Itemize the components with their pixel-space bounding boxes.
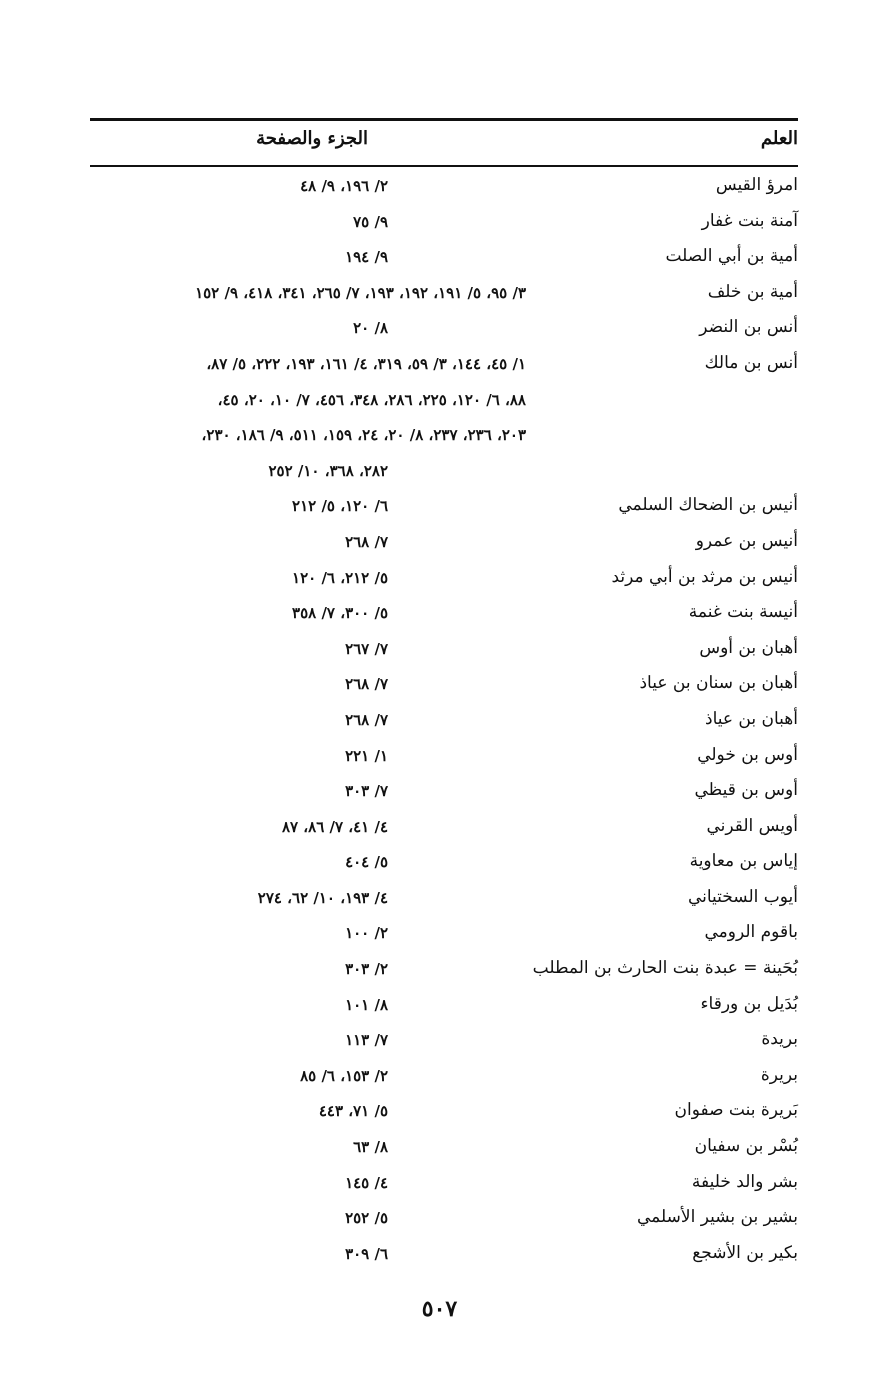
entry-name: امرؤ القيس bbox=[715, 175, 798, 195]
table-row bbox=[90, 846, 798, 882]
entry-name: أيوب السختياني bbox=[687, 886, 798, 907]
entry-name: بشير بن بشير الأسلمي bbox=[637, 1207, 798, 1228]
entry-pages: ٦/ ١٢٠، ٥/ ٢١٢ bbox=[292, 497, 388, 516]
table-row bbox=[90, 277, 798, 313]
entry-pages: ٥/ ٣٠٠، ٧/ ٣٥٨ bbox=[292, 604, 388, 623]
entry-pages: ٤/ ١٤٥ bbox=[345, 1173, 388, 1192]
entry-name: آمنة بنت غفار bbox=[701, 210, 798, 231]
entry-name: أوس بن خولي bbox=[697, 744, 798, 765]
entry-name: أمية بن أبي الصلت bbox=[665, 246, 798, 267]
entry-pages: ٥/ ٢٥٢ bbox=[345, 1209, 388, 1228]
entry-name: بُحَينة = عبدة بنت الحارث بن المطلب bbox=[532, 958, 798, 979]
entry-pages: ٢/ ١٠٠ bbox=[345, 924, 388, 943]
table-row bbox=[90, 989, 798, 1025]
entry-name: إياس بن معاوية bbox=[689, 851, 798, 872]
header-pages-column: الجزء والصفحة bbox=[256, 128, 368, 149]
entry-pages: ٢/ ١٥٣، ٦/ ٨٥ bbox=[300, 1066, 388, 1085]
entry-pages: ٧/ ٢٦٨ bbox=[345, 675, 388, 694]
entry-pages: ٣/ ٩٥، ٥/ ١٩١، ١٩٢، ١٩٣، ٧/ ٢٦٥، ٣٤١، ٤١٨، ٩/ ١٥٢ bbox=[195, 283, 526, 302]
table-row bbox=[90, 206, 798, 242]
entry-pages: ٥/ ٢١٢، ٦/ ١٢٠ bbox=[292, 568, 388, 587]
table-row bbox=[90, 597, 798, 633]
entry-pages: ٥/ ٧١، ٤٤٣ bbox=[318, 1102, 388, 1121]
table-row bbox=[90, 170, 798, 206]
table-row bbox=[90, 775, 798, 811]
entry-pages: ٨/ ٢٠ bbox=[353, 319, 388, 338]
table-row bbox=[90, 490, 798, 526]
entry-name: أهبان بن سنان بن عياذ bbox=[639, 673, 798, 694]
entry-pages: ٨٨، ٦/ ١٢٠، ٢٢٥، ٢٨٦، ٣٤٨، ٤٥٦، ٧/ ١٠، ٢٠، ٤٥، bbox=[217, 390, 526, 409]
table-row bbox=[90, 882, 798, 918]
entry-pages: ٢/ ٣٠٣ bbox=[345, 960, 388, 979]
top-rule bbox=[90, 118, 798, 121]
table-row bbox=[90, 1131, 798, 1167]
entry-pages: ٨/ ١٠١ bbox=[345, 995, 388, 1014]
entry-pages: ١/ ٤٥، ١٤٤، ٣/ ٥٩، ٣١٩، ٤/ ١٦١، ١٩٣، ٢٢٢، ٥/ ٨٧، bbox=[206, 354, 526, 373]
page-number: ٥٠٧ bbox=[421, 1296, 458, 1322]
entry-name: أنيس بن عمرو bbox=[695, 530, 798, 551]
table-row bbox=[90, 668, 798, 704]
entry-name: بشر والد خليفة bbox=[691, 1171, 798, 1192]
table-row bbox=[90, 811, 798, 847]
table-row bbox=[90, 633, 798, 669]
entry-pages: ٢٠٣، ٢٣٦، ٢٣٧، ٨/ ٢٠، ٢٤، ١٥٩، ٥١١، ٩/ ١٨٦، ٢٣٠، bbox=[201, 426, 526, 445]
entry-pages: ٧/ ٣٠٣ bbox=[345, 782, 388, 801]
entry-name: أنس بن مالك bbox=[704, 352, 798, 373]
table-row bbox=[90, 312, 798, 348]
entry-pages: ٢/ ١٩٦، ٩/ ٤٨ bbox=[300, 177, 388, 195]
entry-name: أهبان بن عياذ bbox=[705, 708, 798, 729]
table-row bbox=[90, 917, 798, 953]
entry-pages: ٧/ ٢٦٨ bbox=[345, 710, 388, 729]
entry-name: بُدَيل بن ورقاء bbox=[700, 993, 798, 1014]
table-row bbox=[90, 384, 798, 420]
table-row bbox=[90, 1095, 798, 1131]
table-row bbox=[90, 704, 798, 740]
table-header bbox=[90, 124, 798, 162]
entry-pages: ٤/ ٤١، ٧/ ٨٦، ٨٧ bbox=[281, 817, 388, 836]
table-row bbox=[90, 562, 798, 598]
table-row bbox=[90, 1167, 798, 1203]
entry-pages: ٩/ ١٩٤ bbox=[345, 248, 388, 267]
table-row bbox=[90, 241, 798, 277]
entry-name: بريدة bbox=[761, 1029, 798, 1050]
entry-pages: ٩/ ٧٥ bbox=[353, 212, 388, 231]
entry-name: باقوم الرومي bbox=[704, 922, 798, 943]
entry-name: أوس بن قيظي bbox=[694, 780, 798, 801]
header-rule bbox=[90, 165, 798, 167]
entry-name: أنيسة بنت غنمة bbox=[688, 602, 798, 623]
entry-name: بريرة bbox=[760, 1064, 798, 1085]
table-row bbox=[90, 419, 798, 455]
entry-pages: ٧/ ١١٣ bbox=[345, 1031, 388, 1050]
entry-name: أمية بن خلف bbox=[707, 281, 798, 302]
table-row bbox=[90, 526, 798, 562]
table-row bbox=[90, 1024, 798, 1060]
entry-pages: ٦/ ٣٠٩ bbox=[345, 1244, 388, 1263]
table-row bbox=[90, 1238, 798, 1274]
table-row bbox=[90, 1202, 798, 1238]
index-table bbox=[90, 170, 798, 1273]
entry-name: بَريرة بنت صفوان bbox=[674, 1100, 798, 1121]
entry-name: بكير بن الأشجع bbox=[692, 1242, 798, 1263]
entry-pages: ٢٨٢، ٣٦٨، ١٠/ ٢٥٢ bbox=[268, 461, 388, 480]
entry-name: أنس بن النضر bbox=[699, 317, 798, 338]
entry-name: أنيس بن مرثد بن أبي مرثد bbox=[611, 566, 798, 587]
entry-name: أهبان بن أوس bbox=[699, 637, 798, 658]
entry-pages: ٧/ ٢٦٨ bbox=[345, 532, 388, 551]
entry-name: أنيس بن الضحاك السلمي bbox=[618, 495, 798, 516]
entry-pages: ٧/ ٢٦٧ bbox=[345, 639, 388, 658]
entry-name: بُسْر بن سفيان bbox=[694, 1136, 798, 1157]
entry-pages: ٤/ ١٩٣، ١٠/ ٦٢، ٢٧٤ bbox=[257, 888, 388, 907]
entry-pages: ١/ ٢٢١ bbox=[345, 746, 388, 765]
table-row bbox=[90, 348, 798, 384]
header-name-column: العلم bbox=[760, 128, 798, 149]
entry-pages: ٥/ ٤٠٤ bbox=[345, 853, 388, 872]
table-row bbox=[90, 455, 798, 491]
table-row bbox=[90, 1060, 798, 1096]
table-row bbox=[90, 953, 798, 989]
entry-name: أويس القرني bbox=[706, 815, 798, 836]
entry-pages: ٨/ ٦٣ bbox=[353, 1138, 388, 1157]
table-row bbox=[90, 740, 798, 776]
